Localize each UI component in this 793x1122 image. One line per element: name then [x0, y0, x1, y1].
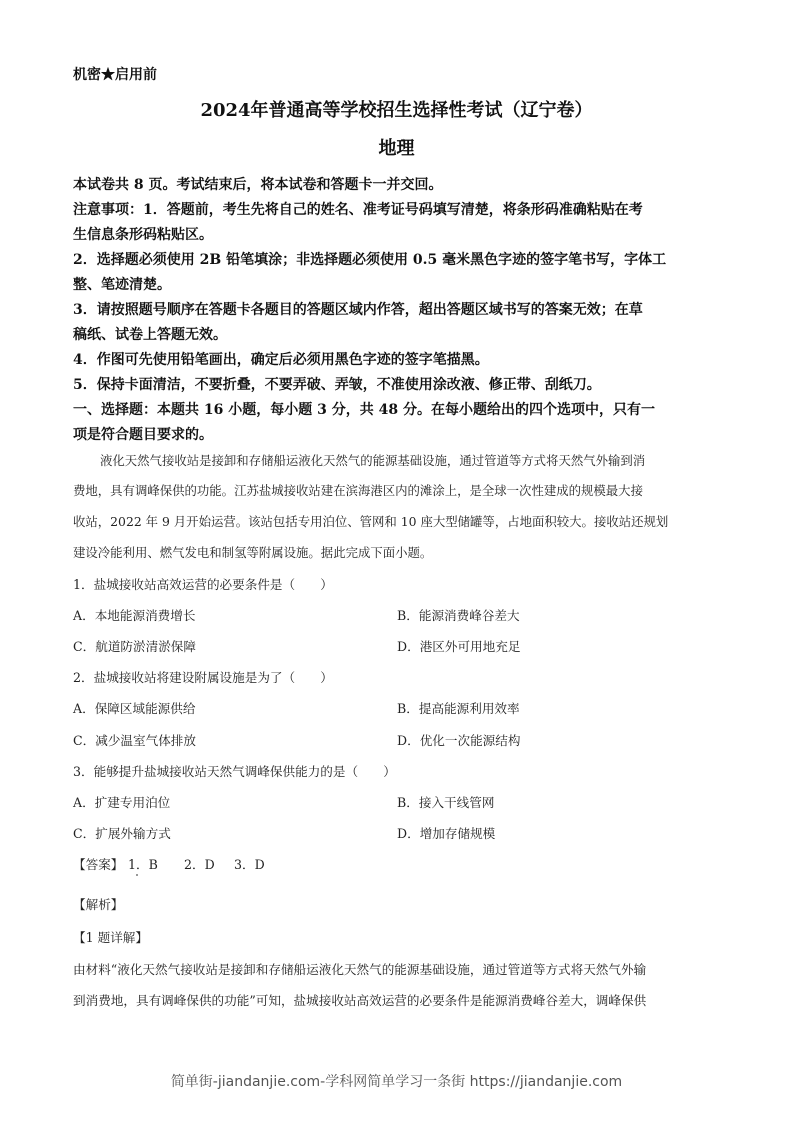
question-option: D．港区外可用地充足 [397, 639, 521, 654]
analysis-text: 由材料“液化天然气接收站是接卸和存储船运液化天然气的能源基础设施，通过管道等方式将天然气外输 [73, 962, 647, 977]
instruction-line: 4．作图可先使用铅笔画出，确定后必须用黑色字迹的签字笔描黑。 [73, 352, 489, 368]
stray-dot [136, 874, 138, 876]
analysis-label: 【解析】 [73, 897, 124, 912]
footer-watermark: 简单街-jiandanjie.com-学科网简单学习一条街 https://jiandanjie.com [170, 1074, 623, 1090]
question-stem: 1．盐城接收站高效运营的必要条件是（ ） [73, 577, 333, 592]
question-option: A．扩建专用泊位 [73, 795, 171, 810]
question-option: D．增加存储规模 [397, 826, 496, 841]
question-option: A．本地能源消费增长 [73, 608, 196, 623]
question-option: C．减少温室气体排放 [73, 733, 196, 748]
exam-title: 2024年普通高等学校招生选择性考试（辽宁卷） [200, 100, 593, 121]
answer-label: 【答案】 [73, 857, 124, 872]
passage-line: 建设冷能利用、燃气发电和制氢等附属设施。据此完成下面小题。 [73, 545, 433, 560]
question-option: C．扩展外输方式 [73, 826, 171, 841]
answer-item: 1．B [128, 857, 158, 872]
section-heading: 一、选择题：本题共 16 小题，每小题 3 分，共 48 分。在每小题给出的四个选项中，只有一 [73, 402, 655, 418]
instruction-line: 本试卷共 8 页。考试结束后，将本试卷和答题卡一并交回。 [73, 177, 443, 193]
answer-item: 2．D [184, 857, 215, 872]
confidential-label: 机密★启用前 [73, 67, 157, 83]
instruction-line: 5．保持卡面清洁，不要折叠，不要弄破、弄皱，不准使用涂改液、修正带、刮纸刀。 [73, 377, 601, 393]
question-option: A．保障区域能源供给 [73, 701, 196, 716]
passage-line: 液化天然气接收站是接卸和存储船运液化天然气的能源基础设施，通过管道等方式将天然气外输到消 [100, 453, 646, 468]
section-heading: 项是符合题目要求的。 [73, 427, 213, 443]
question-stem: 3．能够提升盐城接收站天然气调峰保供能力的是（ ） [73, 764, 396, 779]
question-option: B．提高能源利用效率 [397, 701, 520, 716]
passage-line: 收站，2022 年 9 月开始运营。该站包括专用泊位、管网和 10 座大型储罐等，占地面积较大。接收站还规划 [73, 514, 669, 529]
instruction-line: 2．选择题必须使用 2B 铅笔填涂；非选择题必须使用 0.5 毫米黑色字迹的签字笔书写，字体工 [73, 252, 667, 268]
subject-title: 地理 [378, 138, 415, 159]
question-option: D．优化一次能源结构 [397, 733, 521, 748]
analysis-text: 到消费地，具有调峰保供的功能”可知，盐城接收站高效运营的必要条件是能源消费峰谷差大，调峰保供 [73, 993, 647, 1008]
analysis-subheading: 【1 题详解】 [73, 930, 148, 945]
instruction-line: 注意事项：1．答题前，考生先将自己的姓名、准考证号码填写清楚，将条形码准确粘贴在考 [73, 202, 643, 218]
question-option: C．航道防淤清淤保障 [73, 639, 196, 654]
answer-item: 3．D [234, 857, 265, 872]
question-option: B．能源消费峰谷差大 [397, 608, 520, 623]
question-stem: 2．盐城接收站将建设附属设施是为了（ ） [73, 670, 333, 685]
passage-line: 费地，具有调峰保供的功能。江苏盐城接收站建在滨海港区内的滩涂上，是全球一次性建成的规模最大接 [73, 483, 643, 498]
instruction-line: 3．请按照题号顺序在答题卡各题目的答题区域内作答，超出答题区域书写的答案无效；在草 [73, 302, 643, 318]
instruction-line: 稿纸、试卷上答题无效。 [73, 327, 227, 343]
instruction-line: 生信息条形码粘贴区。 [73, 227, 213, 243]
question-option: B．接入干线管网 [397, 795, 495, 810]
instruction-line: 整、笔迹清楚。 [73, 277, 171, 293]
